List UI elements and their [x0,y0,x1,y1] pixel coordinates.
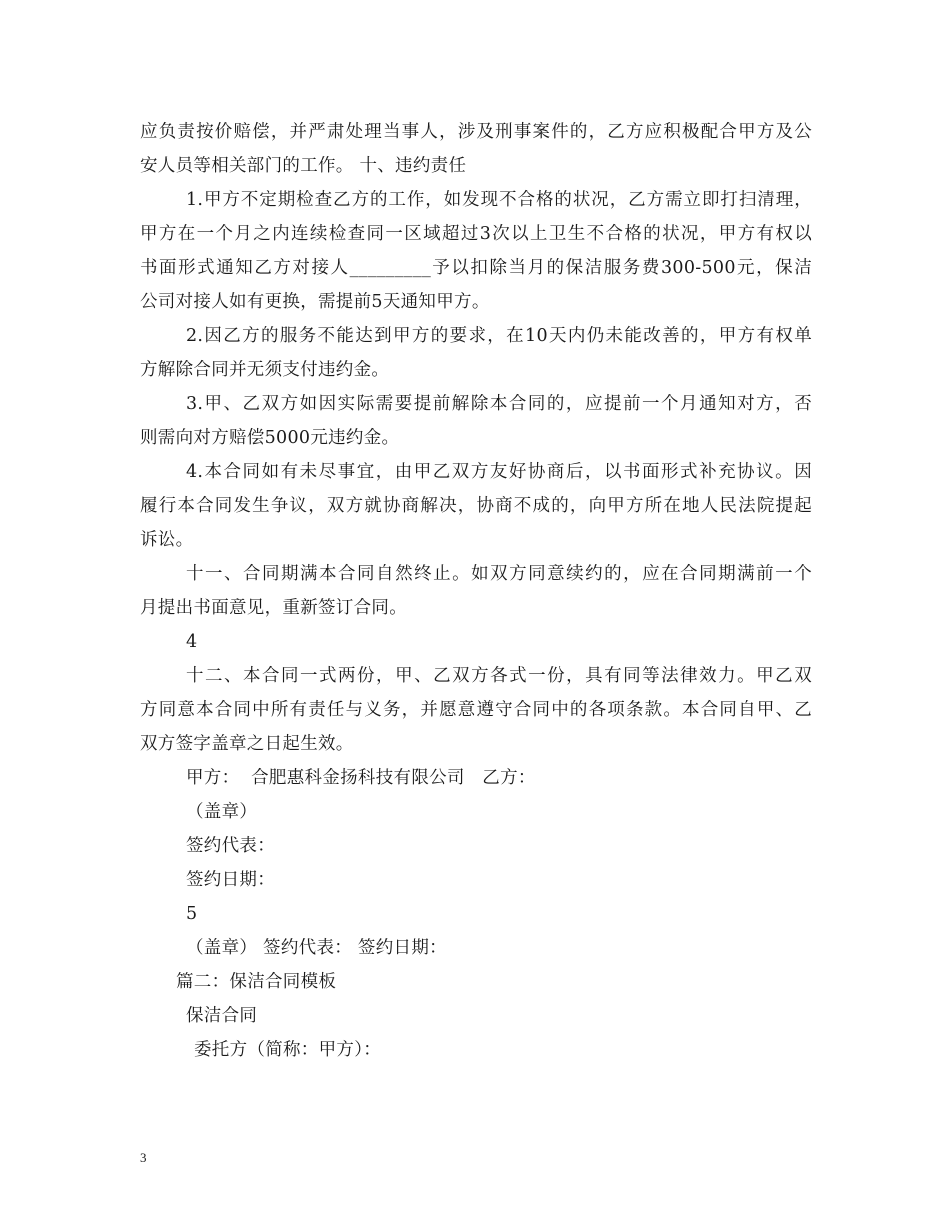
body-text-line: 诉讼。 [140,530,194,550]
signatory-label: 签约代表： [186,836,275,856]
page-number: 3 [140,1150,147,1165]
inline-page-marker: 4 [186,632,198,652]
body-text-line: 公司对接人如有更换，需提前5天通知甲方。 [140,292,490,312]
body-text-line: 则需向对方赔偿5000元违约金。 [140,428,400,448]
body-text-line: 2.因乙方的服务不能达到甲方的要求，在10天内仍未能改善的，甲方有权单 [186,326,812,346]
body-text-line: 书面形式通知乙方对接人_________予以扣除当月的保洁服务费300-500元，保洁 [140,258,812,278]
body-text-line: 4.本合同如有未尽事宜，由甲乙双方友好协商后，以书面形式补充协议。因 [186,462,812,482]
body-text-line: 十一、合同期满本合同自然终止。如双方同意续约的，应在合同期满前一个 [186,564,812,584]
body-text-line: 十二、本合同一式两份，甲、乙双方各式一份，具有同等法律效力。甲乙双 [186,666,812,686]
body-text-line: 方解除合同并无须支付违约金。 [140,360,390,380]
party-b-signature-line: （盖章） 签约代表： 签约日期： [186,938,447,958]
inline-page-marker: 5 [186,904,198,924]
body-text-line: 双方签字盖章之日起生效。 [140,734,354,754]
seal-label: （盖章） [186,802,258,822]
body-text-line: 甲方在一个月之内连续检查同一区域超过3次以上卫生不合格的状况，甲方有权以 [140,224,812,244]
contract-title: 保洁合同 [186,1006,258,1026]
body-text-line: 履行本合同发生争议，双方就协商解决，协商不成的，向甲方所在地人民法院提起 [140,496,812,516]
sign-date-label: 签约日期： [186,870,275,890]
section-heading: 篇二：保洁合同模板 [176,972,337,992]
body-text-line: 应负责按价赔偿，并严肃处理当事人，涉及刑事案件的，乙方应积极配合甲方及公 [140,122,812,142]
body-text-line: 月提出书面意见，重新签订合同。 [140,598,407,618]
body-text-line: 安人员等相关部门的工作。 十、违约责任 [140,156,467,176]
body-text-line: 3.甲、乙双方如因实际需要提前解除本合同的，应提前一个月通知对方，否 [186,394,812,414]
body-text-line: 方同意本合同中所有责任与义务，并愿意遵守合同中的各项条款。本合同自甲、乙 [140,700,812,720]
body-text-line: 1.甲方不定期检查乙方的工作，如发现不合格的状况，乙方需立即打扫清理， [186,190,812,210]
client-label: 委托方（简称：甲方）： [194,1040,382,1060]
party-a-line: 甲方： 合肥惠科金扬科技有限公司 乙方： [186,768,536,788]
